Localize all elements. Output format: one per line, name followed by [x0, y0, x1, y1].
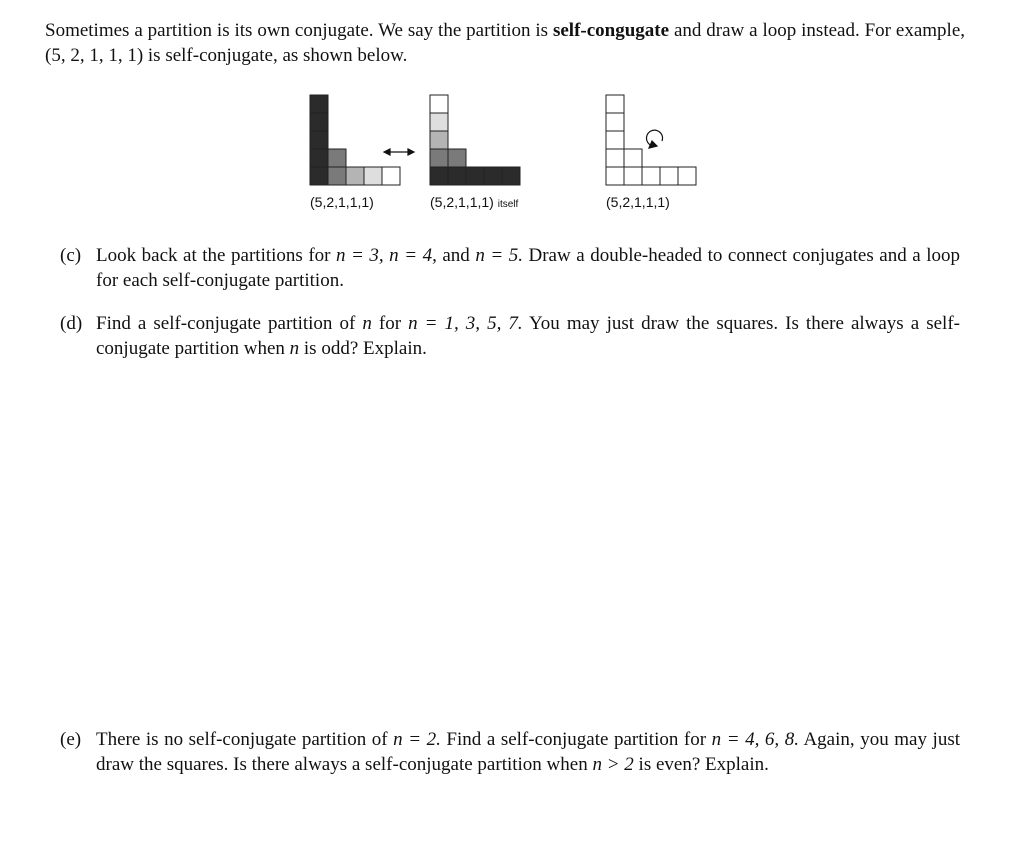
question-c — [60, 243, 960, 293]
caption-conjugate — [430, 194, 518, 210]
label-d: (d) — [60, 313, 83, 334]
diagram-original — [310, 95, 400, 185]
eq-n-2: n = 2. — [393, 729, 441, 750]
example-partition: (5, 2, 1, 1, 1) — [45, 45, 144, 66]
label-e: (e) — [60, 729, 82, 750]
question-d — [60, 311, 960, 361]
caption-original: (5,2,1,1,1) — [310, 194, 374, 210]
text-e: There is no self-conjugate partition of n = 2. Find a self-conjugate partition for n = 4, 6, 8. Again, you may just draw the squares. Is there always a self-conjugate partition when n > 2 is even? Explain. — [96, 729, 960, 775]
double-arrow-icon — [384, 149, 414, 155]
caption-conjugate-text: (5,2,1,1,1) — [430, 194, 494, 210]
question-e — [60, 727, 960, 777]
label-c: (c) — [60, 245, 82, 266]
loop-icon — [647, 130, 663, 148]
intro-text-3: is self-conjugate, as shown below. — [143, 45, 408, 66]
intro-text-1: Sometimes a partition is its own conjugate. We say the partition is — [45, 20, 553, 41]
eq-n-gt-2: n > 2 — [592, 754, 634, 775]
eq-odd-values: n = 1, 3, 5, 7. — [408, 313, 523, 334]
diagram-conjugate — [430, 95, 520, 185]
text-c: Look back at the partitions for n = 3, n = 4, and n = 5. Draw a double-headed to connect conjugates and a loop for each self-conjugate partition. — [96, 245, 960, 291]
eq-n-5: n = 5. — [475, 245, 523, 266]
eq-n-values: n = 3, n = 4, — [336, 245, 437, 266]
diagram-self-conjugate — [606, 95, 696, 185]
intro-text-2: and draw a loop instead. For example, — [669, 20, 966, 41]
caption-self-conjugate: (5,2,1,1,1) — [606, 194, 670, 210]
ferrers-diagram-figure — [0, 0, 1024, 230]
eq-even-values: n = 4, 6, 8. — [711, 729, 799, 750]
text-d: Find a self-conjugate partition of n for n = 1, 3, 5, 7. You may just draw the squares. Is there always a self-conjugate partition when n is odd? Explain. — [96, 313, 960, 359]
term-self-conjugate: self-congugate — [552, 20, 670, 41]
caption-itself: itself — [497, 199, 519, 210]
